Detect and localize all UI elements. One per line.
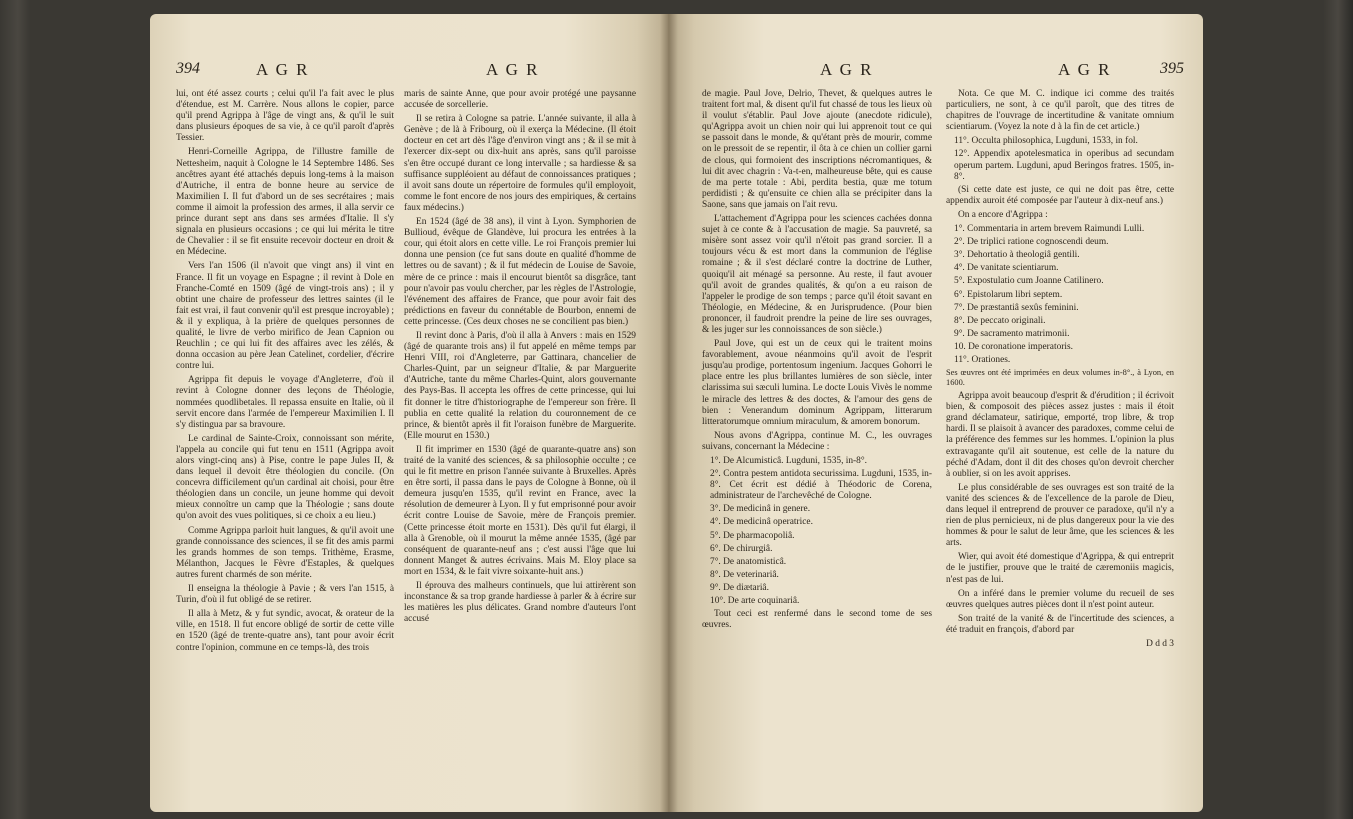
list-item: 4°. De vanitate scientiarum. [954,263,1059,274]
paragraph: Comme Agrippa parloit huit langues, & qu'il avoit une grande connoissance des sciences, il se fit des amis parmi les grands hommes de son temps. Trithème, Erasme, Mélanthon, Jacques le Fèvre d'Estaples, & quelques autres furent charmés de son mérite. [176,525,394,580]
list-item: 1°. De Alcumisticâ. Lugduni, 1535, in-8°. [710,456,867,466]
paragraph: Il fit imprimer en 1530 (âgé de quarante-quatre ans) son traité de la vanité des sciences, & sa philosophie occulte ; ce qui le fit mettre en prison l'année suivante à Bruxelles. Après en être sorti, il passa dans le pays de Cologne à Bonne, où il demeura jusqu'en 1535, qu'il revint en France, avec la résolution de demeurer à Lyon. Il y fut emprisonné pour avoir écrit contre Louise de Savoie, mère de François premier. (Cette princesse étoit morte en 1531). Dès qu'il fut élargi, il alla à Grenoble, où il mourut la même année 1535, (âgé par conséquent de quarante-neuf ans ; c'est aussi l'âge que lui donnent Manget & autres écrivains. Mais M. Eloy place sa mort en 1534, & le fait vivre soixante-huit ans.) [404,444,636,577]
list-item: 2°. De triplici ratione cognoscendi deum. [954,237,1109,248]
paragraph: lui, ont été assez courts ; celui qu'il l'a fait avec le plus d'étendue, est M. Carrère. Nous allons le copier, parce qu'il prend Agrippa à l'âge de vingt ans, & qu'il le suit dans plusieurs époques de sa vie, à ce qu'il paroît d'après Tessier. [176,89,394,144]
signature-mark: D d d 3 [1146,639,1174,650]
paragraph: Il se retira à Cologne sa patrie. L'année suivante, il alla à Genève ; de là à Fribourg, où il exerça la Médecine. (Il étoit docteur en cet art dès l'âge d'environ vingt ans ; & il se mit à l'exercer dix-sept ou dix-huit ans après, sans qu'il paroisse s'en être occupé durant ce long intervalle ; sa hardiesse & sa suffisance suppléoient au défaut de connoissances pratiques ; il avoit sans doute un répertoire de formules qu'il employoit, comme le font encore de nos jours des empiriques, & certains faux médecins.) [404,114,636,213]
paragraph: On a inféré dans le premier volume du recueil de ses œuvres quelques autres pièces dont il n'est point auteur. [946,588,1174,610]
list-item: 5°. Expostulatio cum Joanne Catilinero. [954,276,1104,287]
left-page [150,14,668,812]
paragraph: Il alla à Metz, & y fut syndic, avocat, & orateur de la ville, en 1518. Il fut encore obligé de sortir de cette ville en 1520 (âgé de trente-quatre ans), tant pour avoir écrit contre l'opinion, commune en ce temps-là, des trois [176,609,394,653]
running-header: A G R [1058,60,1112,79]
paragraph: Paul Jove, qui est un de ceux qui le traitent moins favorablement, avoue néanmoins qu'il avoit de l'esprit jusqu'au prodige, portentosum ingenium. Jacques Gohorri le place entre les plus brillantes lumières de son siècle, inter clarissima sui sæculi lumina. Le docte Louis Vivès le nomme le miracle des lettres & des doctes, & l'amour des gens de bien : Venerandum dominum Agrippam, litterarum litteratorumque omnium miraculum, & amorem bonorum. [702,339,932,427]
paragraph: de magie. Paul Jove, Delrio, Thevet, & quelques autres le traitent fort mal, & disent qu'il fut chassé de tous les lieux où il voulut s'établir. Paul Jove ajoute (anecdote ridicule), qu'Agrippa avoit un chien noir qui lui apprenoit tout ce qui se passoit dans le monde, & qu'étant près de mourir, comme on le pressoit de se repentir, il ôta à ce chien un collier garni de clous, qui formoient des inscriptions nécromantiques, & lui dit avec chagrin : Va-t-en, malheureuse bête, qui es cause de ma perte totale : Abi, perdita bestia, quæ me totum perdidisti ; & qu'ensuite ce chien alla se précipiter dans la Saone, sans que jamais on l'ait revu. [702,89,932,210]
list-item: 3°. Dehortatio à theologiâ gentili. [954,250,1080,261]
list-item: 6°. Epistolarum libri septem. [954,289,1063,300]
list-item: 8°. De peccato originali. [954,315,1046,326]
list-item: 10. De coronatione imperatoris. [954,341,1073,352]
paragraph: Son traité de la vanité & de l'incertitude des sciences, a été traduit en françois, d'abord par [946,613,1174,635]
paragraph: Le cardinal de Sainte-Croix, connoissant son mérite, l'appela au concile qui fut tenu en 1511 (Agrippa avoit alors vingt-cinq ans) à Pise, contre le pape Jules II, & dans lequel il devoit être théologien du concile. (On concevra difficilement qu'un cardinal ait choisi, pour être théologien dans un concile, un jeune homme qui devoit mieux connoître un camp que la Théologie ; sans doute qu'on avoit des vues politiques, si ce choix a eu lieu.) [176,433,394,522]
list-item: 3°. De medicinâ in genere. [710,504,811,515]
paragraph: Il revint donc à Paris, d'où il alla à Anvers : mais en 1529 (âgé de quarante trois ans) il fut appelé en même temps par Henri VIII, roi d'Angleterre, par Gattinara, chancelier de Charles-Quint, par un seigneur d'Italie, & par Marguerite d'Autriche, tante du même Charles-Quint, alors gouvernante des Pays-Bas. Il accepta les offres de cette princesse, qui lui fit donner le titre d'historiographe de l'empereur son frère. Il publia en cette qualité la relation du couronnement de ce prince, & bientôt après il fit l'oraison funèbre de Marguerite. (Elle mourut en 1530.) [404,330,636,441]
paragraph: Wier, qui avoit été domestique d'Agrippa, & qui entreprit de le justifier, prouve que le traité de cæremoniis magicis, n'est pas de lui. [946,552,1174,585]
running-header: A G R [256,60,310,79]
list-item: 11°. Occulta philosophica, Lugduni, 1533, in fol. [954,136,1138,147]
list-item: 12°. Appendix apotelesmatica in operibus ad secundam operum partem. Lugduni, apud Beringos fratres. 1505, in-8°. [954,149,1174,182]
paragraph: En 1524 (âgé de 38 ans), il vint à Lyon. Symphorien de Bullioud, évêque de Glandève, lui procura les entrées à la cour, qui étoit alors en cette ville. Le roi François premier lui donna une pension (ce fut sans doute en qualité d'homme de lettres ou de savant) ; & il fut médecin de Louise de Savoie, mère de ce prince : mais il encourut bientôt sa disgrâce, tant pour n'avoir pas voulu chercher, par les règles de l'Astrologie, l'événement des affaires de France, que pour avoir fait des prédictions en faveur du connétable de Bourbon, ennemi de cette princesse. (Ces deux choses ne se concilient pas bien.) [404,217,636,327]
paragraph: Il éprouva des malheurs continuels, que lui attirèrent son inconstance & sa trop grande hardiesse à parler & à écrire sur les matières les plus délicates. Grand nombre d'auteurs l'ont accusé [404,581,636,625]
list-item: 4°. De medicinâ operatrice. [710,517,813,528]
paragraph: Le plus considérable de ses ouvrages est son traité de la vanité des sciences & de l'excellence de la parole de Dieu, dans lequel il entreprend de prouver ce paradoxe, qu'il n'y a rien de plus pernicieux, ni de plus dangereux pour la vie des hommes & pour le salut de leur âme, que les sciences & les arts. [946,482,1174,549]
paragraph: maris de sainte Anne, que pour avoir protégé une paysanne accusée de sorcellerie. [404,89,636,111]
paragraph: (Si cette date est juste, ce qui ne doit pas être, cette appendix auroit été composée par l'auteur à dix-neuf ans.) [946,184,1174,206]
paragraph: Tout ceci est renfermé dans le second tome de ses œuvres. [702,609,932,631]
paragraph: Nota. Ce que M. C. indique ici comme des traités particuliers, ne sont, à ce qu'il paroît, que des titres de chapitres de l'ouvrage de incertitudine & vanitate omnium scientiarum. (Voyez la note d à la fin de cet article.) [946,89,1174,133]
list-item: 6°. De chirurgiâ. [710,543,773,554]
paragraph: Il enseigna la théologie à Pavie ; & vers l'an 1515, à Turin, d'où il fut obligé de se retirer. [176,584,394,606]
list-item: 7°. De anatomisticâ. [710,556,787,567]
paragraph: Henri-Corneille Agrippa, de l'illustre famille de Nettesheim, naquit à Cologne le 14 Septembre 1486. Ses ancêtres ayant été attachés depuis long-tems à la maison d'Autriche, il entra de bonne heure au service de Maximilien I. Il fut d'abord un de ses secrétaires ; mais comme il aimoit la profession des armes, il alla servir ce prince durant sept ans dans ses armées d'Italie. Il s'y signala en plusieurs occasions ; ce qui lui mérita le titre de Chevalier : il se fit ensuite recevoir docteur en droit & en Médecine. [176,147,394,258]
paragraph: L'attachement d'Agrippa pour les sciences cachées donna sujet à ce conte & à l'accusation de magie. Sa pauvreté, sa misère sont assez voir qu'il n'étoit pas grand sorcier. Il a toujours vécu & est mort dans la communion de l'église romaine ; & il s'est déclaré contre la doctrine de Luther, quoiqu'il ait ménagé sa personne. Au reste, il faut avouer qu'il avoit de grandes qualités, & qu'on a eu raison de l'appeler le prodige de son temps ; parce qu'il étoit savant en Théologie, en Médecine, & en Jurisprudence. (Pour bien prononcer, il faudroit prendre la peine de lire ses ouvrages, & les juger sur les connoissances de son siècle.) [702,214,932,335]
paragraph: Agrippa fit depuis le voyage d'Angleterre, d'où il revint à Cologne donner des leçons de Théologie, nommées quodlibetales. Il repassa ensuite en Italie, où il servit encore dans l'armée de l'empereur Maximilien I. Il s'y distingua par sa bravoure. [176,375,394,430]
paragraph: On a encore d'Agrippa : [958,209,1048,220]
page-number: 394 [176,60,200,77]
text-column-1 [702,89,932,634]
text-column-2 [404,89,636,628]
paragraph: Vers l'an 1506 (il n'avoit que vingt ans) il vint en France. Il fit un voyage en Espagne ; il revint à Dole en Franche-Comté en 1509 (âgé de vingt-trois ans) ; il y obtint une chaire de professeur des lettres saintes (il le fait est vrai, il faut convenir qu'il est presque incroyable) ; & il y expliqua, à la prière de quelques personnes de qualité, le livre de verbo mirifico de Jean Capnion ou Reuchlin ; ce qui lui fit des affaires avec les zélés, & donna occasion au père Jean Catelinet, cordelier, d'écrire contre lui. [176,261,394,372]
running-header: A G R [820,60,874,79]
paragraph: Nous avons d'Agrippa, continue M. C., les ouvrages suivans, concernant la Médecine : [702,430,932,452]
paragraph: Ses œuvres ont été imprimées en deux volumes in-8°., à Lyon, en 1600. [946,368,1174,388]
list-item: 2°. Contra pestem antidota securissima. Lugduni, 1535, in-8°. Cet écrit est dédié à Théodoric de Corena, administrateur de l'archevêché de Cologne. [710,469,932,502]
page-number: 395 [1160,60,1184,77]
list-item: 9°. De sacramento matrimonii. [954,328,1070,339]
list-item: 11°. Orationes. [954,354,1011,365]
book-gutter [660,14,678,812]
running-header: A G R [486,60,540,79]
list-item: 1°. Commentaria in artem brevem Raimundi Lulli. [954,224,1145,235]
text-column-2 [946,89,1174,653]
text-column-1 [176,89,394,657]
list-item: 7°. De præstantiâ sexûs feminini. [954,302,1079,313]
list-item: 5°. De pharmacopoliâ. [710,530,795,541]
right-page [668,14,1203,812]
list-item: 10°. De arte coquinariâ. [710,596,800,607]
list-item: 9°. De diætariâ. [710,582,769,593]
list-item: 8°. De veterinariâ. [710,569,779,580]
paragraph: Agrippa avoit beaucoup d'esprit & d'érudition ; il écrivoit bien, & composoit des pièces assez justes : mais il étoit grand déclamateur, satirique, emporté, trop libre, & trop hardi. Il se plaisoit à avancer des paradoxes, comme celui de la préférence des femmes sur les hommes. L'opinion la plus extravagante qu'il ait soutenue, est celle de la nature du péché d'Adam, dont il dit des choses qu'on devroit chercher à oublier, si on les avoit apprises. [946,391,1174,479]
